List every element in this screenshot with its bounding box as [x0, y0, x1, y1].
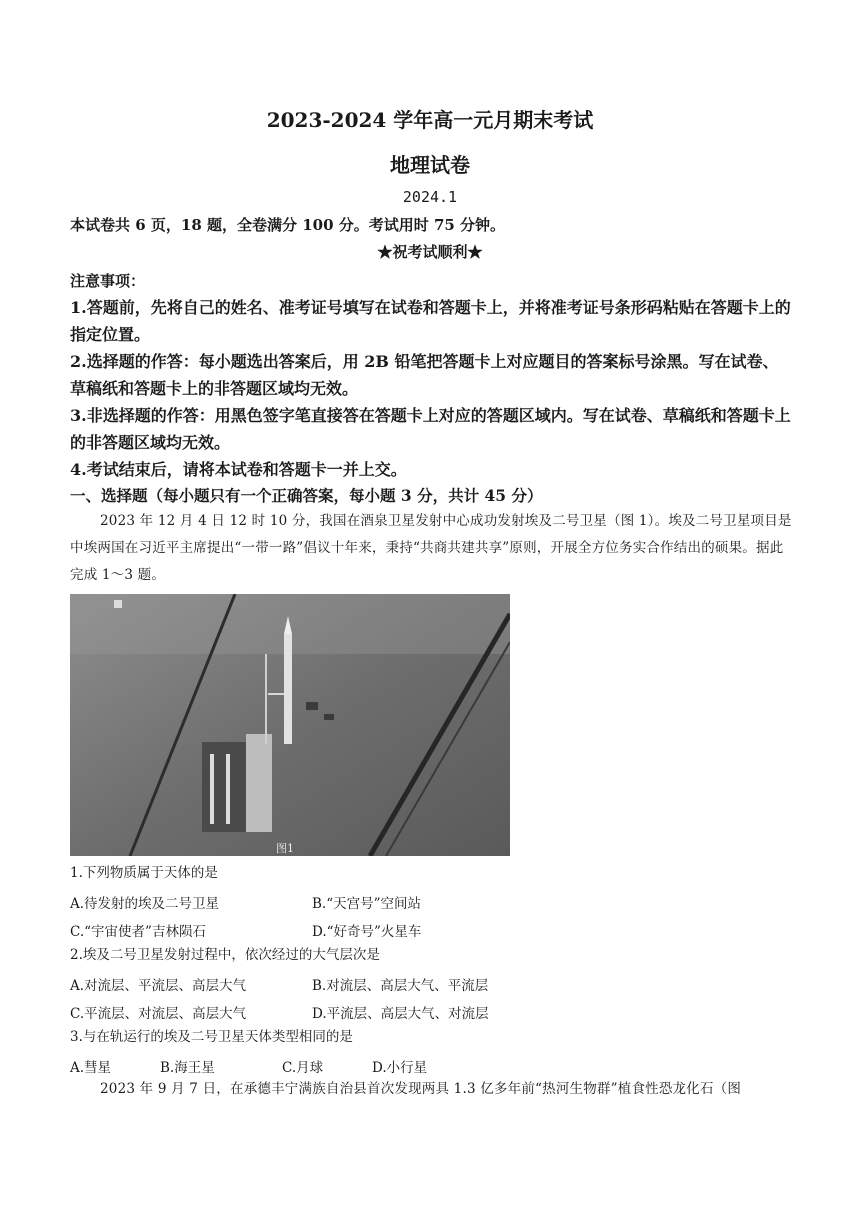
question-1-option-c: C.“宇宙使者”吉林陨石 [70, 924, 206, 940]
launch-site-photo [70, 594, 510, 856]
question-2-option-b: B.对流层、高层大气、平流层 [312, 978, 489, 994]
notice-item: 2.选择题的作答：每小题选出答案后，用 2B 铅笔把答题卡上对应题目的答案标号涂黑。写在试卷、草稿纸和答题卡上的非答题区域均无效。 [70, 352, 779, 398]
passage-satellite: 2023 年 12 月 4 日 12 时 10 分，我国在酒泉卫星发射中心成功发射埃及二号卫星（图 1）。埃及二号卫星项目是中埃两国在习近平主席提出“一带一路”倡议十年来，秉持“共商共建共享”原则，开展全方位务实合作结出的硕果。据此完成 1～3 题。 [70, 513, 792, 583]
figure-caption: 图1 [276, 842, 294, 855]
notice-item: 4.考试结束后，请将本试卷和答题卡一并上交。 [70, 460, 407, 479]
question-2-option-d: D.平流层、高层大气、对流层 [312, 1006, 489, 1022]
question-3-option-a: A.彗星 [70, 1060, 112, 1076]
exam-info: 本试卷共 6 页，18 题，全卷满分 100 分。考试用时 75 分钟。 [70, 216, 506, 234]
rocket-launch-pad-image [70, 594, 510, 856]
question-2-option-a: A.对流层、平流层、高层大气 [70, 978, 247, 994]
question-1-option-d: D.“好奇号”火星车 [312, 924, 422, 940]
notice-item: 3.非选择题的作答：用黑色签字笔直接答在答题卡上对应的答题区域内。写在试卷、草稿纸和答题卡上的非答题区域均无效。 [70, 406, 791, 452]
question-1-stem: 1.下列物质属于天体的是 [70, 865, 218, 881]
notice-item: 1.答题前，先将自己的姓名、准考证号填写在试卷和答题卡上，并将准考证号条形码粘贴在答题卡上的指定位置。 [70, 298, 791, 344]
passage-dinosaur: 2023 年 9 月 7 日，在承德丰宁满族自治县首次发现两具 1.3 亿多年前“热河生物群”植食性恐龙化石（图 [100, 1081, 742, 1097]
question-1-option-b: B.“天宫号”空间站 [312, 896, 422, 912]
question-3-option-c: C.月球 [282, 1060, 324, 1076]
question-2-option-c: C.平流层、对流层、高层大气 [70, 1006, 247, 1022]
good-luck-line [0, 241, 860, 262]
section-heading: 一、选择题（每小题只有一个正确答案，每小题 3 分，共计 45 分） [70, 486, 543, 505]
question-1-option-a: A.待发射的埃及二号卫星 [70, 896, 220, 912]
question-3-option-d: D.小行星 [372, 1060, 428, 1076]
exam-subtitle: 地理试卷 [390, 153, 470, 177]
question-2-stem: 2.埃及二号卫星发射过程中，依次经过的大气层次是 [70, 947, 380, 963]
exam-title: 2023-2024 学年高一元月期末考试 [266, 108, 594, 132]
exam-date: 2024.1 [402, 188, 458, 206]
notice-heading: 注意事项： [70, 272, 146, 290]
question-3-stem: 3.与在轨运行的埃及二号卫星天体类型相同的是 [70, 1029, 353, 1045]
question-3-option-b: B.海王星 [160, 1060, 215, 1076]
good-luck-text: ★祝考试顺利★ [377, 243, 483, 261]
